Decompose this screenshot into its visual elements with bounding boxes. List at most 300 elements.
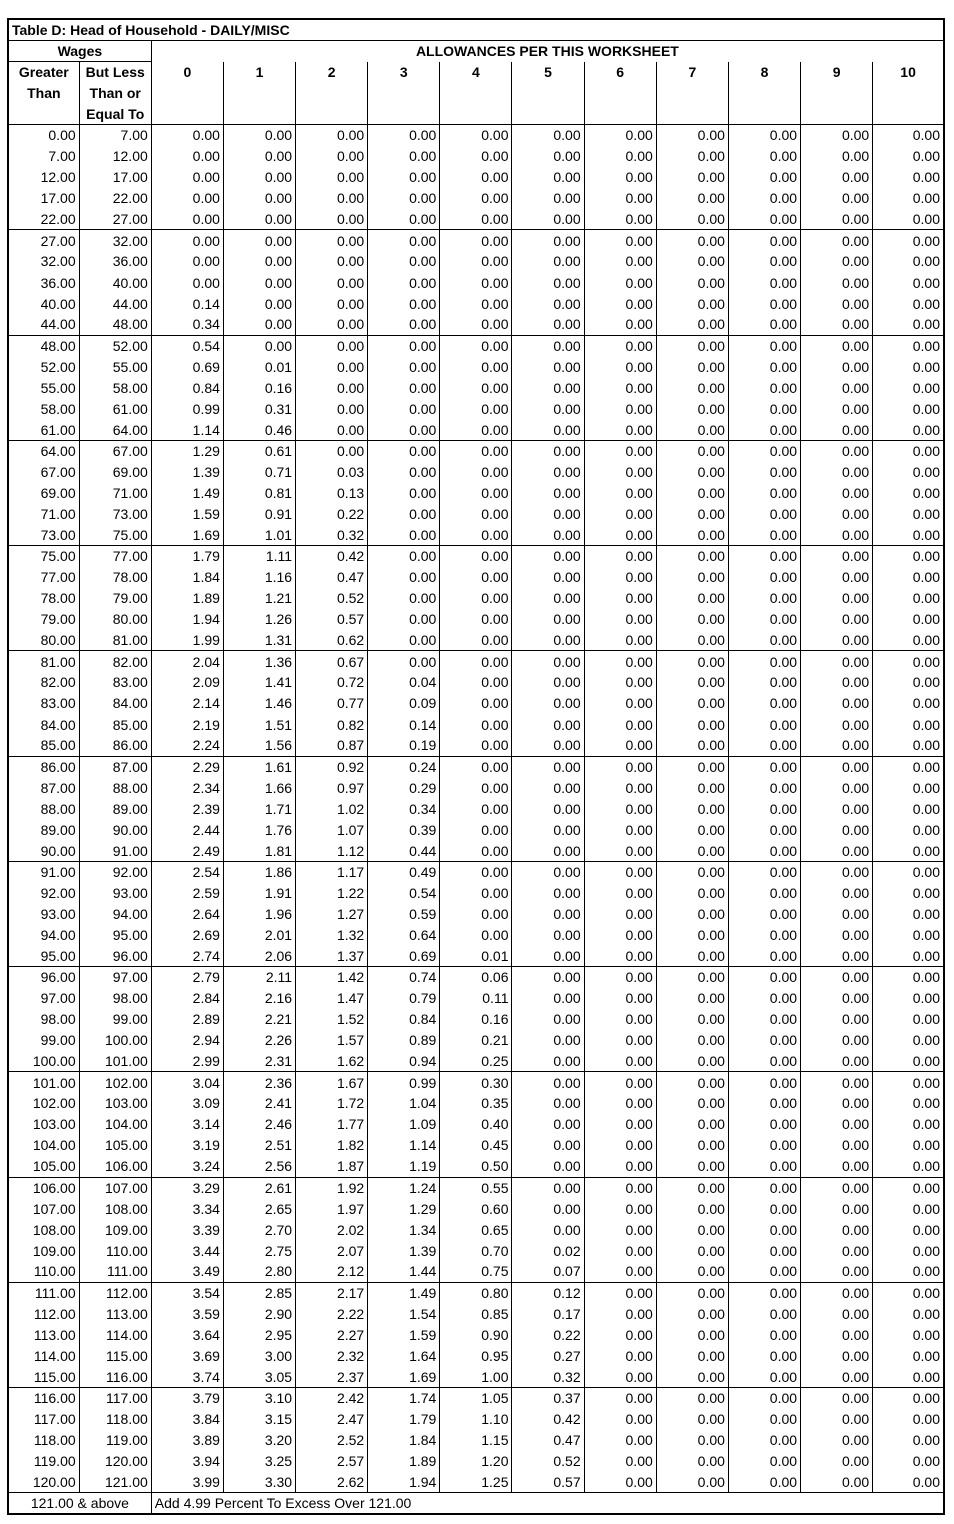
withholding-amount: 0.00 [512,946,584,967]
withholding-amount: 0.00 [873,609,944,630]
wage-greater-than: 105.00 [8,1156,79,1177]
withholding-amount: 1.79 [151,546,223,567]
withholding-amount: 0.01 [440,946,512,967]
withholding-amount: 1.91 [223,882,295,903]
withholding-amount: 2.32 [296,1345,368,1366]
withholding-amount: 0.00 [873,230,944,251]
withholding-amount: 1.86 [223,861,295,882]
withholding-amount: 3.49 [151,1261,223,1282]
withholding-amount: 0.00 [873,588,944,609]
withholding-amount: 0.00 [873,146,944,167]
withholding-amount: 0.00 [440,209,512,230]
withholding-amount: 0.55 [440,1177,512,1198]
withholding-amount: 0.00 [801,798,873,819]
withholding-amount: 0.90 [440,1324,512,1345]
withholding-amount: 0.00 [368,440,440,461]
table-row [8,314,944,335]
withholding-amount: 0.00 [512,377,584,398]
withholding-amount: 3.54 [151,1282,223,1303]
withholding-amount: 0.00 [801,1219,873,1240]
withholding-amount: 0.00 [801,482,873,503]
withholding-amount: 0.00 [368,209,440,230]
withholding-amount: 0.00 [584,756,656,777]
withholding-amount: 0.00 [873,988,944,1009]
allowance-col-9: 9 [801,62,873,125]
withholding-amount: 2.04 [151,651,223,672]
wage-less-or-equal: 52.00 [79,335,151,356]
wage-greater-than: 113.00 [8,1324,79,1345]
withholding-amount: 0.00 [873,1324,944,1345]
withholding-amount: 0.00 [440,735,512,756]
withholding-amount: 1.99 [151,630,223,651]
wage-greater-than: 111.00 [8,1282,79,1303]
withholding-amount: 0.00 [512,293,584,314]
withholding-amount: 1.29 [368,1198,440,1219]
withholding-amount: 0.00 [223,335,295,356]
withholding-amount: 1.04 [368,1093,440,1114]
withholding-amount: 1.54 [368,1303,440,1324]
withholding-amount: 0.00 [368,356,440,377]
withholding-amount: 0.00 [656,819,728,840]
withholding-amount: 0.77 [296,693,368,714]
wage-greater-than: 73.00 [8,525,79,546]
withholding-amount: 0.00 [656,230,728,251]
withholding-amount: 0.00 [584,924,656,945]
withholding-amount: 0.00 [801,651,873,672]
withholding-amount: 0.00 [873,1303,944,1324]
withholding-amount: 0.12 [512,1282,584,1303]
wage-greater-than: 109.00 [8,1240,79,1261]
withholding-amount: 2.27 [296,1324,368,1345]
withholding-amount: 0.00 [728,419,800,440]
withholding-amount: 0.00 [801,146,873,167]
withholding-amount: 0.00 [512,609,584,630]
wage-greater-than: 114.00 [8,1345,79,1366]
withholding-amount: 1.96 [223,903,295,924]
withholding-amount: 0.45 [440,1135,512,1156]
withholding-amount: 3.05 [223,1366,295,1387]
wage-greater-than: 67.00 [8,461,79,482]
withholding-amount: 1.59 [151,504,223,525]
withholding-amount: 0.00 [801,840,873,861]
withholding-amount: 0.00 [584,440,656,461]
withholding-amount: 0.00 [873,714,944,735]
withholding-amount: 0.00 [440,840,512,861]
withholding-amount: 0.70 [440,1240,512,1261]
withholding-amount: 0.00 [584,167,656,188]
withholding-amount: 0.00 [656,461,728,482]
withholding-amount: 0.00 [656,1451,728,1472]
withholding-amount: 0.00 [873,377,944,398]
withholding-amount: 0.00 [584,588,656,609]
withholding-amount: 0.00 [440,882,512,903]
withholding-amount: 1.87 [296,1156,368,1177]
withholding-amount: 0.00 [223,209,295,230]
withholding-amount: 0.00 [656,1051,728,1072]
withholding-amount: 1.81 [223,840,295,861]
withholding-amount: 0.00 [656,882,728,903]
withholding-amount: 1.97 [296,1198,368,1219]
withholding-amount: 0.00 [512,209,584,230]
withholding-amount: 0.00 [873,251,944,272]
withholding-amount: 3.44 [151,1240,223,1261]
withholding-amount: 0.00 [873,693,944,714]
withholding-amount: 2.54 [151,861,223,882]
withholding-amount: 0.00 [656,946,728,967]
withholding-amount: 0.00 [584,798,656,819]
withholding-amount: 0.00 [801,209,873,230]
withholding-amount: 0.00 [656,1388,728,1409]
withholding-amount: 2.44 [151,819,223,840]
withholding-amount: 0.00 [801,419,873,440]
table-row [8,735,944,756]
withholding-amount: 0.00 [801,1388,873,1409]
withholding-amount: 0.00 [368,609,440,630]
withholding-amount: 0.00 [512,1198,584,1219]
withholding-amount: 0.00 [873,567,944,588]
withholding-amount: 0.34 [151,314,223,335]
withholding-amount: 0.92 [296,756,368,777]
withholding-amount: 0.00 [584,504,656,525]
withholding-amount: 0.00 [873,482,944,503]
allowance-col-4: 4 [440,62,512,125]
wage-greater-than: 112.00 [8,1303,79,1324]
withholding-amount: 0.00 [512,588,584,609]
withholding-amount: 0.52 [296,588,368,609]
withholding-amount: 0.00 [873,1135,944,1156]
withholding-amount: 0.00 [801,335,873,356]
withholding-amount: 0.97 [296,777,368,798]
withholding-amount: 0.00 [440,398,512,419]
withholding-amount: 0.25 [440,1051,512,1072]
table-title: Table D: Head of Household - DAILY/MISC [8,19,944,41]
withholding-amount: 1.39 [151,461,223,482]
table-row [8,798,944,819]
withholding-amount: 0.00 [873,1472,944,1493]
withholding-amount: 2.70 [223,1219,295,1240]
withholding-amount: 0.00 [801,1051,873,1072]
wage-less-or-equal: 99.00 [79,1009,151,1030]
table-row [8,988,944,1009]
withholding-amount: 0.00 [728,1324,800,1345]
withholding-amount: 0.00 [440,419,512,440]
wage-greater-than: 86.00 [8,756,79,777]
withholding-amount: 0.00 [584,419,656,440]
withholding-amount: 0.00 [512,1219,584,1240]
withholding-amount: 1.11 [223,546,295,567]
withholding-amount: 2.99 [151,1051,223,1072]
greater-than-header-line2: Than [8,83,79,104]
withholding-amount: 0.03 [296,461,368,482]
withholding-amount: 0.00 [512,1093,584,1114]
withholding-amount: 0.47 [296,567,368,588]
withholding-amount: 0.00 [728,251,800,272]
wage-greater-than: 92.00 [8,882,79,903]
withholding-amount: 0.00 [151,188,223,209]
withholding-amount: 0.00 [512,125,584,146]
withholding-amount: 0.00 [656,567,728,588]
table-row [8,1240,944,1261]
withholding-amount: 0.00 [584,1156,656,1177]
withholding-amount: 0.00 [728,482,800,503]
wage-less-or-equal: 94.00 [79,903,151,924]
allowance-col-1: 1 [223,62,295,125]
wage-greater-than: 115.00 [8,1366,79,1387]
wage-less-or-equal: 113.00 [79,1303,151,1324]
withholding-amount: 0.00 [296,272,368,293]
withholding-amount: 0.34 [368,798,440,819]
withholding-amount: 0.67 [296,651,368,672]
wage-greater-than: 77.00 [8,567,79,588]
table-row [8,1345,944,1366]
withholding-amount: 0.00 [728,988,800,1009]
withholding-amount: 0.00 [728,1451,800,1472]
withholding-amount: 2.85 [223,1282,295,1303]
withholding-amount: 1.89 [151,588,223,609]
withholding-amount: 0.00 [656,335,728,356]
wage-greater-than: 83.00 [8,693,79,714]
withholding-amount: 0.00 [584,1051,656,1072]
withholding-amount: 0.00 [512,903,584,924]
wage-greater-than: 106.00 [8,1177,79,1198]
withholding-amount: 0.00 [512,840,584,861]
withholding-amount: 0.00 [512,1030,584,1051]
withholding-amount: 3.69 [151,1345,223,1366]
withholding-amount: 0.00 [801,1451,873,1472]
withholding-amount: 0.14 [151,293,223,314]
table-row [8,398,944,419]
allowance-col-8: 8 [728,62,800,125]
table-row [8,882,944,903]
wage-greater-than: 100.00 [8,1051,79,1072]
withholding-amount: 0.00 [440,272,512,293]
wage-less-or-equal: 64.00 [79,419,151,440]
withholding-amount: 0.00 [873,1240,944,1261]
withholding-amount: 0.00 [728,1072,800,1093]
withholding-amount: 0.00 [512,546,584,567]
allowance-col-7: 7 [656,62,728,125]
withholding-amount: 0.00 [873,1093,944,1114]
withholding-amount: 2.06 [223,946,295,967]
wage-less-or-equal: 48.00 [79,314,151,335]
withholding-amount: 0.00 [728,188,800,209]
withholding-amount: 2.16 [223,988,295,1009]
wage-greater-than: 22.00 [8,209,79,230]
withholding-amount: 0.00 [728,167,800,188]
table-row [8,1030,944,1051]
wage-greater-than: 80.00 [8,630,79,651]
table-row [8,1051,944,1072]
withholding-amount: 1.24 [368,1177,440,1198]
allowance-col-0: 0 [151,62,223,125]
wage-less-or-equal: 92.00 [79,861,151,882]
withholding-amount: 0.00 [801,461,873,482]
withholding-amount: 0.00 [873,1198,944,1219]
withholding-amount: 0.00 [584,1177,656,1198]
withholding-amount: 1.32 [296,924,368,945]
withholding-amount: 0.00 [512,1009,584,1030]
withholding-amount: 1.16 [223,567,295,588]
table-row [8,293,944,314]
withholding-amount: 3.09 [151,1093,223,1114]
withholding-amount: 2.62 [296,1472,368,1493]
withholding-amount: 0.00 [368,482,440,503]
withholding-amount: 0.54 [151,335,223,356]
withholding-amount: 0.00 [873,356,944,377]
withholding-amount: 1.01 [223,525,295,546]
wage-less-or-equal: 89.00 [79,798,151,819]
withholding-amount: 2.41 [223,1093,295,1114]
wage-greater-than: 64.00 [8,440,79,461]
withholding-amount: 0.00 [873,335,944,356]
withholding-amount: 0.00 [801,756,873,777]
withholding-amount: 1.07 [296,819,368,840]
withholding-amount: 1.44 [368,1261,440,1282]
withholding-amount: 0.00 [584,1072,656,1093]
withholding-amount: 0.00 [801,1072,873,1093]
withholding-amount: 0.00 [368,251,440,272]
withholding-amount: 2.79 [151,967,223,988]
withholding-amount: 0.00 [801,377,873,398]
wage-greater-than: 117.00 [8,1409,79,1430]
withholding-amount: 0.00 [728,1282,800,1303]
wage-greater-than: 44.00 [8,314,79,335]
withholding-amount: 0.52 [512,1451,584,1472]
withholding-amount: 0.00 [873,882,944,903]
withholding-amount: 1.67 [296,1072,368,1093]
wage-greater-than: 91.00 [8,861,79,882]
withholding-amount: 0.00 [728,609,800,630]
withholding-amount: 0.00 [801,588,873,609]
wage-less-or-equal: 101.00 [79,1051,151,1072]
withholding-amount: 0.47 [512,1430,584,1451]
withholding-amount: 3.84 [151,1409,223,1430]
withholding-amount: 0.00 [223,230,295,251]
withholding-amount: 0.00 [368,230,440,251]
withholding-amount: 0.00 [296,251,368,272]
withholding-amount: 0.00 [440,756,512,777]
withholding-amount: 0.00 [512,693,584,714]
withholding-amount: 0.00 [368,567,440,588]
wage-less-or-equal: 110.00 [79,1240,151,1261]
withholding-amount: 1.69 [151,525,223,546]
withholding-amount: 1.19 [368,1156,440,1177]
withholding-amount: 0.00 [440,146,512,167]
withholding-amount: 0.00 [656,672,728,693]
wage-less-or-equal: 55.00 [79,356,151,377]
withholding-amount: 0.00 [801,272,873,293]
withholding-amount: 3.79 [151,1388,223,1409]
withholding-amount: 0.00 [512,167,584,188]
withholding-amount: 0.00 [728,1219,800,1240]
withholding-amount: 3.14 [151,1114,223,1135]
withholding-amount: 0.00 [440,504,512,525]
withholding-amount: 0.00 [584,672,656,693]
withholding-amount: 0.57 [512,1472,584,1493]
withholding-amount: 0.40 [440,1114,512,1135]
withholding-amount: 0.00 [584,1451,656,1472]
withholding-amount: 0.57 [296,609,368,630]
withholding-amount: 0.00 [728,882,800,903]
withholding-amount: 0.00 [296,167,368,188]
withholding-amount: 0.00 [656,798,728,819]
withholding-amount: 0.00 [873,461,944,482]
withholding-amount: 0.13 [296,482,368,503]
withholding-amount: 0.00 [873,1366,944,1387]
withholding-amount: 0.00 [728,335,800,356]
withholding-amount: 0.00 [873,1282,944,1303]
withholding-amount: 0.00 [873,546,944,567]
withholding-amount: 0.00 [656,1324,728,1345]
withholding-amount: 3.25 [223,1451,295,1472]
withholding-amount: 1.29 [151,440,223,461]
withholding-amount: 0.00 [873,209,944,230]
wage-greater-than: 110.00 [8,1261,79,1282]
withholding-amount: 0.00 [656,903,728,924]
withholding-amount: 0.00 [368,188,440,209]
withholding-amount: 1.47 [296,988,368,1009]
withholding-amount: 0.00 [801,167,873,188]
withholding-amount: 0.00 [584,1198,656,1219]
withholding-amount: 0.00 [801,356,873,377]
withholding-amount: 0.00 [512,1177,584,1198]
table-row [8,777,944,798]
withholding-amount: 0.00 [368,546,440,567]
withholding-amount: 0.00 [728,377,800,398]
withholding-amount: 0.00 [584,1388,656,1409]
withholding-amount: 0.00 [728,1177,800,1198]
wage-greater-than: 88.00 [8,798,79,819]
withholding-amount: 1.76 [223,819,295,840]
withholding-amount: 2.14 [151,693,223,714]
table-row [8,924,944,945]
withholding-amount: 0.00 [512,882,584,903]
withholding-amount: 0.00 [512,1114,584,1135]
withholding-amount: 0.00 [656,525,728,546]
withholding-amount: 0.00 [151,125,223,146]
table-row [8,209,944,230]
withholding-amount: 0.50 [440,1156,512,1177]
wage-greater-than: 12.00 [8,167,79,188]
table-row [8,1219,944,1240]
withholding-amount: 0.00 [584,630,656,651]
withholding-amount: 0.85 [440,1303,512,1324]
withholding-amount: 0.00 [440,567,512,588]
withholding-amount: 0.71 [223,461,295,482]
withholding-amount: 0.00 [656,293,728,314]
withholding-amount: 1.39 [368,1240,440,1261]
withholding-amount: 0.00 [656,1409,728,1430]
withholding-amount: 0.00 [223,314,295,335]
allowance-col-10: 10 [873,62,944,125]
withholding-amount: 0.00 [801,777,873,798]
withholding-amount: 2.65 [223,1198,295,1219]
table-row [8,167,944,188]
withholding-amount: 0.00 [656,1282,728,1303]
withholding-amount: 0.00 [801,861,873,882]
withholding-amount: 0.95 [440,1345,512,1366]
withholding-amount: 0.00 [512,525,584,546]
withholding-amount: 0.00 [440,588,512,609]
withholding-amount: 0.99 [368,1072,440,1093]
withholding-amount: 0.64 [368,924,440,945]
table-row [8,1009,944,1030]
table-row [8,1303,944,1324]
withholding-amount: 0.00 [584,1282,656,1303]
withholding-amount: 3.15 [223,1409,295,1430]
wage-less-or-equal: 69.00 [79,461,151,482]
withholding-amount: 0.14 [368,714,440,735]
